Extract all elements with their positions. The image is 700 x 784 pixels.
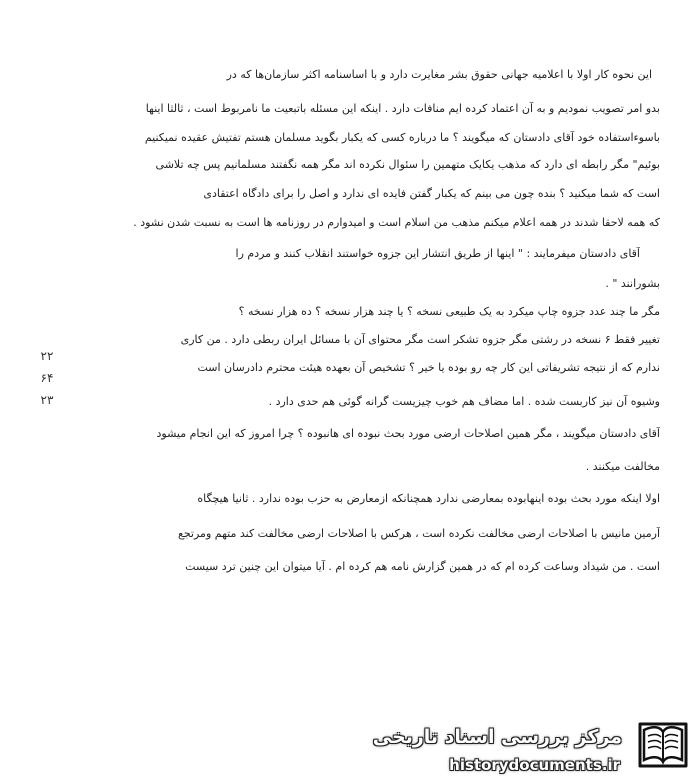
text-line: آرمین مانیس با اصلاحات ارضی مخالفت نکرده است ، هرکس با اصلاحات ارضی مخالفت کند متهم ومرتجع <box>177 527 660 540</box>
text-line: مخالفت میکنند . <box>585 460 660 473</box>
text-line: که همه لاحقا شدند در همه اعلام میکنم مذهب من اسلام است و امیدوارم در روزنامه ها است به نسبت شدن نشود . <box>133 216 660 229</box>
text-line: وشیوه آن نیز کاربست شده . اما مضاف هم خوب چیزیست گرانه گوئی هم حدی دارد . <box>268 395 660 408</box>
text-line: بشورانند " . <box>605 277 660 290</box>
text-line: بدو امر تصویب نمودیم و به آن اعتماد کرده ایم منافات دارد . اینکه این مسئله باتبعیت ما نامربوط است ، ثالثا اینها <box>145 102 660 115</box>
book-emblem-icon <box>634 716 692 774</box>
text-line: ندارم که از نتیجه تشریفاتی این کار چه رو بوده یا خیر ؟ تشخیص آن بعهده هیئت محترم دادرسان است <box>197 361 660 374</box>
text-line: این نحوه کار اولا با اعلامیه جهانی حقوق بشر مغایرت دارد و با اساسنامه اکثر سازمان‌ها که در <box>226 68 652 81</box>
text-line: بوئیم" مگر رابطه ای دارد که مذهب یکایک متهمین را سئوال نکرده اند مگر همه نگفتند مسلمانیم پس چه تلاشی <box>155 158 660 171</box>
text-line: اولا اینکه مورد بحث بوده اینهابوده بمعارضی ندارد همچنانکه ازمعارض به حزب بوده ندارد . ثانیا هیچگاه <box>197 492 660 505</box>
margin-note-line: ۲۳ <box>40 393 54 407</box>
margin-note-line: ۶۴ <box>40 371 54 385</box>
margin-page-note <box>36 345 58 411</box>
watermark-url: historydocuments.ir <box>449 756 620 774</box>
text-line: آقای دادستان میفرمایند : " اینها از طریق انتشار این جزوه خواستند انقلاب کنند و مردم را <box>235 247 640 260</box>
text-line: مگر ما چند عدد جزوه چاپ میکرد به یک طبیعی نسخه ؟ یا چند هزار نسخه ؟ ده هزار نسخه ؟ <box>238 305 660 318</box>
text-line: آقای دادستان میگویند ، مگر همین اصلاحات ارضی مورد بحث نبوده ای هانبوده ؟ چرا امروز که این انجام میشود <box>156 427 660 440</box>
watermark-title: مرکز بررسی اسناد تاریخی <box>372 726 622 748</box>
text-line: باسوءاستفاده خود آقای دادستان که میگویند ؟ ما درباره کسی که یکبار بگوید مسلمان هستم تفتیش عقیده نمیکنیم <box>144 131 660 144</box>
text-line: تغییر فقط ۶ نسخه در رشتی مگر جزوه تشکر است مگر محتوای آن با مسائل ایران ربطی دارد . من کاری <box>180 333 660 346</box>
margin-note-line: ۲۲ <box>40 349 54 363</box>
text-line: است که شما میکنید ؟ بنده چون می بینم که یکبار گفتن فایده ای ندارد و اصل را برای دادگاه اعتقادی <box>203 187 660 200</box>
text-line: است . من شیداد وساعت کرده ام که در همین گزارش نامه هم کرده ام . آیا میتوان این چنین ترد سیست <box>185 560 660 573</box>
